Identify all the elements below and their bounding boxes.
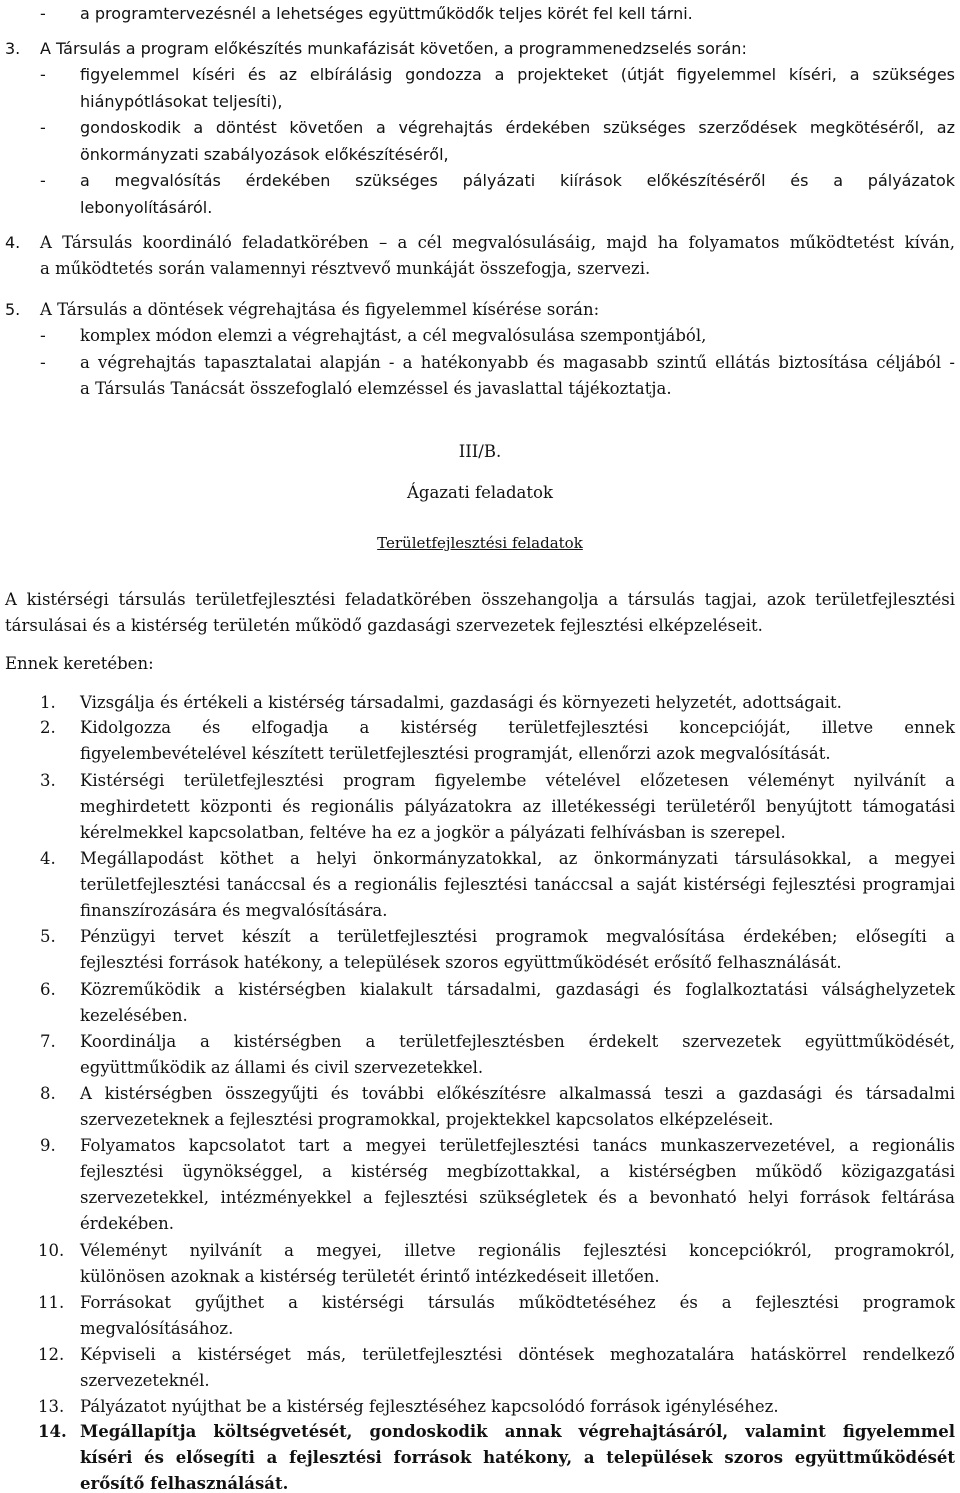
list-item-line: szervezeteknél. bbox=[80, 1371, 210, 1390]
bullet-dash: - bbox=[40, 352, 46, 372]
list-item-line: Kidolgozza és elfogadja a kistérség területfejlesztési koncepcióját, illetve ennek bbox=[80, 718, 955, 737]
bullet-dash: - bbox=[40, 171, 46, 190]
item-number: 3. bbox=[5, 39, 21, 58]
list-number: 4. bbox=[40, 849, 56, 868]
list-number: 7. bbox=[40, 1032, 56, 1051]
bullet-dash: - bbox=[40, 326, 46, 345]
paragraph-line: társulásai és a kistérség területén működő gazdasági szervezetek fejlesztési elképzeléseit. bbox=[5, 616, 763, 635]
list-item-line: Véleményt nyilvánít a megyei, illetve regionális fejlesztési koncepciókról, programokról, bbox=[80, 1241, 955, 1260]
list-item-line: Pályázatot nyújthat be a kistérség fejlesztéséhez kapcsolódó források igényléséhez. bbox=[80, 1397, 779, 1416]
list-item-line: fejlesztési források hatékony, a települések szoros együttműködését erősítő felhasználását. bbox=[80, 953, 842, 972]
list-item-line: Megállapítja költségvetését, gondoskodik annak végrehajtásáról, valamint figyelemmel bbox=[80, 1422, 955, 1441]
list-number: 5. bbox=[40, 927, 56, 946]
bullet-dash: - bbox=[40, 4, 46, 23]
bullet-line: komplex módon elemzi a végrehajtást, a cél megvalósulása szempontjából, bbox=[80, 326, 707, 345]
list-number: 11. bbox=[38, 1293, 65, 1312]
list-item-line: Forrásokat gyűjthet a kistérségi társulás működtetéséhez és a fejlesztési programok bbox=[80, 1293, 955, 1312]
bullet-line: a megvalósítás érdekében szükséges pályázati kiírások előkészítéséről és a pályázatok bbox=[80, 171, 955, 190]
list-item-line: szervezeteknek a fejlesztési programokkal, projektekkel kapcsolatos elképzeléseit. bbox=[80, 1110, 774, 1129]
paragraph-line: A kistérségi társulás területfejlesztési feladatkörében összehangolja a társulás tagjai, azok területfejlesztési bbox=[5, 590, 955, 609]
paragraph-line: a működtetés során valamennyi résztvevő munkáját összefogja, szervezi. bbox=[40, 259, 651, 278]
list-number: 2. bbox=[40, 718, 56, 737]
list-item-line: meghirdetett központi és regionális pályázatokra az illetékességi területéről benyújtott támogatási bbox=[80, 797, 955, 816]
list-item-line: fejlesztési ügynökséggel, a kistérség megbízottakkal, a kistérségben működő közigazgatási bbox=[80, 1162, 955, 1181]
item-number: 4. bbox=[5, 233, 21, 252]
ennek-label: Ennek keretében: bbox=[5, 654, 154, 673]
bullet-line: figyelemmel kíséri és az elbírálásig gondozza a projekteket (útját figyelemmel kíséri, a szükséges bbox=[80, 65, 955, 84]
list-number: 3. bbox=[40, 771, 56, 790]
bullet-line: a végrehajtás tapasztalatai alapján - a hatékonyabb és magasabb szintű ellátás biztosítása céljából - bbox=[80, 352, 955, 372]
section-number: III/B. bbox=[458, 442, 502, 461]
list-number: 13. bbox=[38, 1397, 65, 1416]
bullet-line: a Társulás Tanácsát összefoglaló elemzéssel és javaslattal tájékoztatja. bbox=[80, 379, 672, 398]
list-number: 8. bbox=[40, 1084, 56, 1103]
section-subtitle: Területfejlesztési feladatok bbox=[377, 534, 583, 552]
list-item-line: szervezetekkel, intézményekkel a fejlesztési szükségletek és a bevonható helyi források feltárása bbox=[80, 1188, 955, 1207]
list-item-line: megvalósításához. bbox=[80, 1319, 234, 1338]
list-item-line: Közreműködik a kistérségben kialakult társadalmi, gazdasági és foglalkoztatási válsághelyzetek bbox=[80, 980, 955, 999]
item-number: 5. bbox=[5, 300, 21, 319]
list-item-line: Koordinálja a kistérségben a területfejlesztésben érdekelt szervezetek együttműködését, bbox=[80, 1032, 955, 1051]
list-item-line: Képviseli a kistérséget más, területfejlesztési döntések meghozatalára hatáskörrel rendelkező bbox=[80, 1345, 955, 1364]
list-number: 14. bbox=[38, 1422, 67, 1441]
list-item-line: kezelésében. bbox=[80, 1006, 188, 1025]
list-item-line: kérelmekkel kapcsolatban, feltéve ha ez a jogkör a pályázati felhívásban is szerepel. bbox=[80, 823, 786, 842]
bullet-line: lebonyolításáról. bbox=[80, 197, 213, 217]
bullet-line: önkormányzati szabályozások előkészítéséről, bbox=[80, 144, 449, 164]
list-item-line: területfejlesztési tanáccsal és a regionális fejlesztési tanáccsal a saját kistérségi fejlesztési programjai bbox=[80, 875, 955, 894]
bullet-dash: - bbox=[40, 118, 46, 137]
list-number: 6. bbox=[40, 980, 56, 999]
list-item-line: együttműködik az állami és civil szervezetekkel. bbox=[80, 1058, 484, 1077]
list-item-line: figyelembevételével készített területfejlesztési programját, ellenőrzi azok megvalósítását. bbox=[80, 744, 831, 763]
list-item-line: Kistérségi területfejlesztési program figyelembe vételével előzetesen véleményt nyilvánít a bbox=[80, 771, 955, 790]
list-item-line: kíséri és elősegíti a fejlesztési források hatékony, a települések szoros együttműködését bbox=[80, 1448, 955, 1467]
list-number: 12. bbox=[38, 1345, 65, 1364]
bullet-line: gondoskodik a döntést követően a végrehajtás érdekében szükséges szerződések megkötéséről, az bbox=[80, 118, 955, 137]
section-title: Ágazati feladatok bbox=[407, 483, 553, 502]
bullet-dash: - bbox=[40, 65, 46, 84]
list-number: 1. bbox=[40, 693, 56, 712]
item-intro: A Társulás a döntések végrehajtása és figyelemmel kísérése során: bbox=[40, 300, 600, 319]
paragraph-line: A Társulás koordináló feladatkörében – a cél megvalósulásáig, majd ha folyamatos működtetést kíván, bbox=[40, 233, 955, 252]
list-item-line: különösen azoknak a kistérség területét érintő intézkedéseit illetően. bbox=[80, 1267, 660, 1286]
list-item-text: a programtervezésnél a lehetséges együttműködők teljes körét fel kell tárni. bbox=[80, 4, 693, 23]
list-item-line: Folyamatos kapcsolatot tart a megyei területfejlesztési tanács munkaszervezetével, a regionális bbox=[80, 1136, 955, 1155]
list-item-line: Vizsgálja és értékeli a kistérség társadalmi, gazdasági és környezeti helyzetét, adottságait. bbox=[80, 693, 842, 712]
list-item-line: erősítő felhasználását. bbox=[80, 1474, 289, 1493]
list-item-line: Pénzügyi tervet készít a területfejlesztési programok megvalósítása érdekében; elősegíti a bbox=[80, 927, 955, 946]
list-number: 9. bbox=[40, 1136, 56, 1155]
list-item-line: A kistérségben összegyűjti és további előkészítésre alkalmassá teszi a gazdasági és társadalmi bbox=[80, 1084, 955, 1103]
list-item-line: érdekében. bbox=[80, 1214, 174, 1233]
list-item-line: finanszírozására és megvalósítására. bbox=[80, 901, 388, 920]
list-number: 10. bbox=[38, 1241, 65, 1260]
list-item-line: Megállapodást köthet a helyi önkormányzatokkal, az önkormányzati társulásokkal, a megyei bbox=[80, 849, 955, 868]
bullet-line: hiánypótlásokat teljesíti), bbox=[80, 91, 283, 111]
item-intro: A Társulás a program előkészítés munkafázisát követően, a programmenedzselés során: bbox=[40, 39, 747, 58]
